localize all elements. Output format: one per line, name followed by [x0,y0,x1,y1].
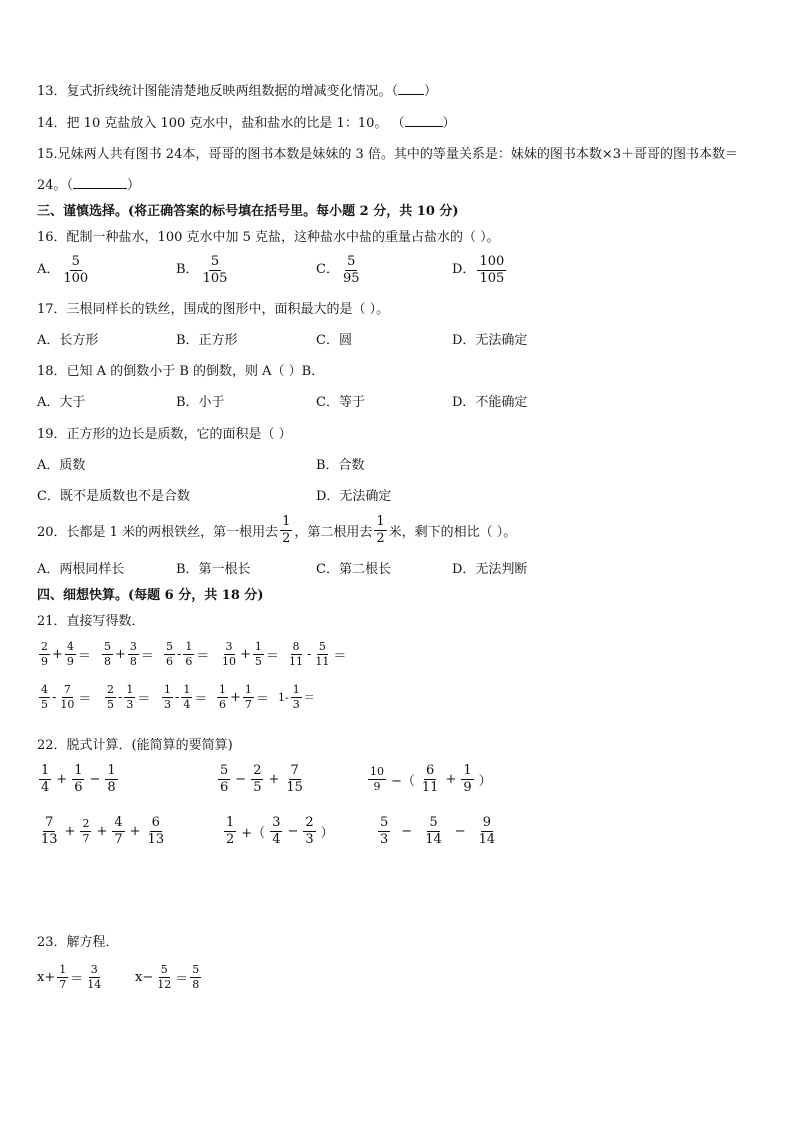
q16-option-b[interactable]: B． $\frac{5}{105}$ [176,254,228,286]
q18-option-d[interactable]: D．不能确定 [452,395,528,410]
q19-option-a[interactable]: A．质数 [37,458,86,473]
question-15-line2: 24。（ ） [37,178,141,193]
q21-item: 1 - $\frac{1}{3}$ ＝ [278,683,315,711]
q18-option-b[interactable]: B．小于 [176,395,225,410]
fraction: $\frac{100}{105}$ [479,254,505,286]
answer-blank[interactable] [398,82,424,95]
q20-option-d[interactable]: D．无法判断 [452,562,528,577]
question-21-title: 21．直接写得数． [37,614,145,629]
q18-option-a[interactable]: A．大于 [37,395,86,410]
question-16: 16．配制一种盐水，100 克水中加 5 克盐，这种盐水中盐的重量占盐水的（ ）。 [37,230,500,245]
q22-expression: $\frac{5}{6}$ − $\frac{2}{5}$ + $\frac{7}{15}$ [220,763,303,795]
q22-expression: $\frac{1}{4}$ + $\frac{1}{6}$ − $\frac{1}{8}$ [41,763,116,795]
question-13: 13．复式折线统计图能清楚地反映两组数据的增减变化情况。（ ） [37,84,438,99]
q21-item: $\frac{2}{9}$ + $\frac{4}{9}$ ＝ [41,640,91,668]
fraction: $\frac{5}{105}$ [202,254,228,286]
q17-option-c[interactable]: C．圆 [316,333,352,348]
answer-blank[interactable] [405,114,443,127]
q19-option-d[interactable]: D．无法确定 [316,489,392,504]
question-22-title: 22．脱式计算．(能简算的要简算) [37,738,233,753]
q20-option-a[interactable]: A．两根同样长 [37,562,125,577]
q22-expression: $\frac{5}{3}$ − $\frac{5}{14}$ − $\frac{9}{14}$ [380,815,496,847]
fraction: $\frac{5}{100}$ [63,254,89,286]
q21-item: $\frac{3}{10}$ + $\frac{1}{5}$ ＝ [222,640,279,668]
fraction: $\frac{1}{2}$ [282,514,291,546]
q16-option-c[interactable]: C． $\frac{5}{95}$ [316,254,360,286]
q17-option-b[interactable]: B．正方形 [176,333,238,348]
q23-equation: x− $\frac{5}{12}$ ＝ $\frac{5}{8}$ [135,963,200,991]
section-3-title: 三、谨慎选择。(将正确答案的标号填在括号里。每小题 2 分，共 10 分) [37,204,459,219]
q16-option-a[interactable]: A． $\frac{5}{100}$ [37,254,89,286]
q19-option-b[interactable]: B．合数 [316,458,365,473]
answer-blank[interactable] [73,176,127,189]
q20-option-c[interactable]: C．第二根长 [316,562,391,577]
q21-item: $\frac{5}{8}$ + $\frac{3}{8}$ ＝ [104,640,154,668]
question-20: 20．长都是 1 米的两根铁丝，第一根用去 $\frac{1}{2}$ ，第二根用去 $\frac{1}{2}$ 米，剩下的相比（ ）。 [37,514,517,546]
question-15: 15.兄妹两人共有图书 24本，哥哥的图书本数是妹妹的 3 倍。其中的等量关系是：妹妹的图书本数×3＋哥哥的图书本数＝ [37,147,739,162]
q21-item: $\frac{5}{6}$ - $\frac{1}{6}$ ＝ [166,640,210,668]
q22-expression: $\frac{1}{2}$ +（ $\frac{3}{4}$ − $\frac{2}{3}$ ） [226,815,334,847]
question-18: 18．已知 A 的倒数小于 B 的倒数，则 A（ ）B． [37,364,325,379]
q17-option-d[interactable]: D．无法确定 [452,333,528,348]
q21-item: $\frac{1}{3}$ - $\frac{1}{4}$ ＝ [164,683,208,711]
q18-option-c[interactable]: C．等于 [316,395,365,410]
question-23-title: 23．解方程． [37,935,119,950]
q17-option-a[interactable]: A．长方形 [37,333,99,348]
q16-option-d[interactable]: D． $\frac{100}{105}$ [452,254,505,286]
question-19: 19．正方形的边长是质数，它的面积是（ ） [37,427,292,442]
q22-expression: $\frac{7}{13}$ + $\frac{2}{7}$ + $\frac{4}{7}$ + $\frac{6}{13}$ [41,815,165,847]
q19-option-c[interactable]: C．既不是质数也不是合数 [37,489,190,504]
q20-option-b[interactable]: B．第一根长 [176,562,251,577]
section-4-title: 四、细想快算。(每题 6 分，共 18 分) [37,588,264,603]
q21-item: $\frac{2}{5}$ - $\frac{1}{3}$ ＝ [107,683,151,711]
q21-item: $\frac{4}{5}$ - $\frac{7}{10}$ ＝ [41,683,92,711]
question-17: 17．三根同样长的铁丝，围成的图形中，面积最大的是（ ）。 [37,302,390,317]
fraction: $\frac{1}{2}$ [376,514,385,546]
q21-item: $\frac{8}{11}$ - $\frac{5}{11}$ ＝ [289,640,347,668]
q23-equation: x+ $\frac{1}{7}$ ＝ $\frac{3}{14}$ [37,963,102,991]
fraction: $\frac{5}{95}$ [342,254,360,286]
question-14: 14．把 10 克盐放入 100 克水中，盐和盐水的比是 1：10。 （ ） [37,116,456,131]
q22-expression: $\frac{10}{9}$ −（ $\frac{6}{11}$ + $\frac{1}{9}$ ） [370,763,492,795]
q21-item: $\frac{1}{6}$ + $\frac{1}{7}$ ＝ [219,683,269,711]
